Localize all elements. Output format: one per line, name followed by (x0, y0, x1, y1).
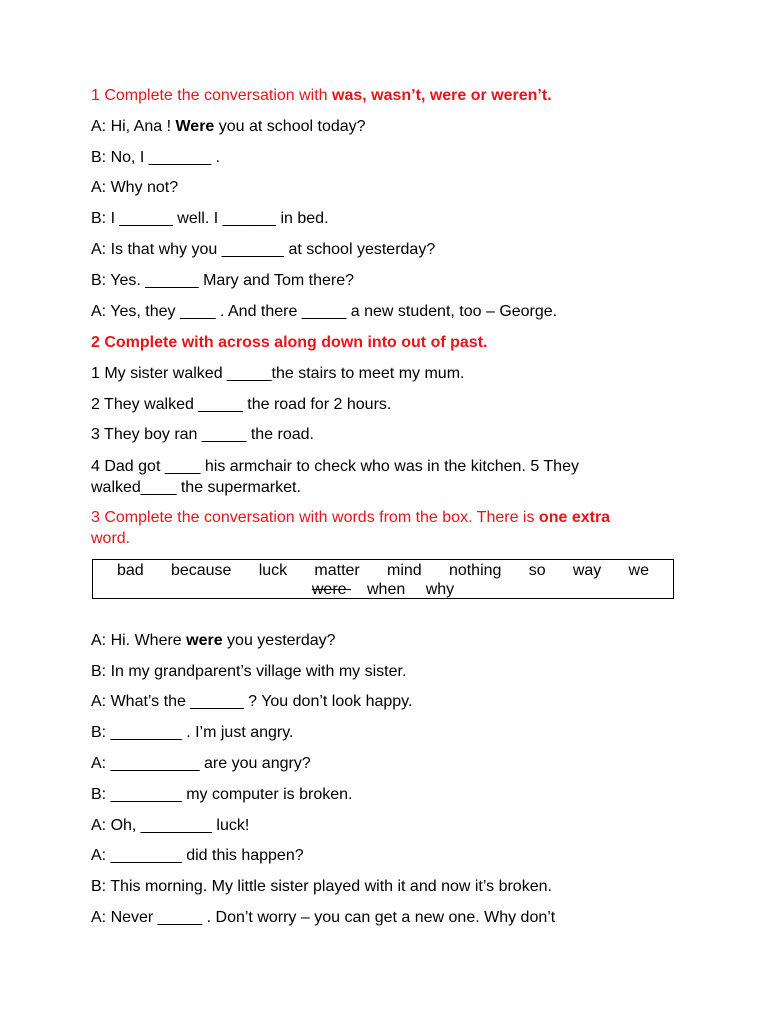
section3-line-7: A: Oh, ________ luck! (91, 817, 250, 834)
section3-heading-bold: one extra (538, 509, 611, 526)
word-box-item: why (425, 581, 455, 598)
section3-line-1-post: you yesterday? (222, 632, 336, 649)
section1-line-4: B: I ______ well. I ______ in bed. (91, 210, 329, 227)
section1-line-1-pre: A: Hi, Ana ! (91, 118, 176, 135)
section2-line-3: 3 They boy ran _____ the road. (91, 426, 314, 443)
section3-heading-post: word. (91, 530, 131, 547)
section2-line-4: 4 Dad got ____ his armchair to check who was in the kitchen. 5 They walked____ the supermarket. (91, 458, 579, 496)
section2-line-1: 1 My sister walked _____the stairs to meet my mum. (91, 365, 465, 382)
section1-line-7: A: Yes, they ____ . And there _____ a new student, too – George. (91, 303, 558, 320)
section3-line-5: A: __________ are you angry? (91, 755, 311, 772)
section1-line-3: A: Why not? (91, 179, 179, 196)
word-box-item-struck: were (311, 581, 351, 598)
section1-heading (91, 86, 552, 106)
word-box-item: luck (258, 562, 288, 579)
word-box (92, 559, 674, 599)
word-box-item: bad (117, 562, 144, 579)
section3-line-6: B: ________ my computer is broken. (91, 786, 353, 803)
section3-line-2: B: In my grandparent’s village with my sister. (91, 663, 407, 680)
section3-line-3: A: What’s the ______ ? You don’t look happy. (91, 693, 413, 710)
section1-line-1 (91, 117, 366, 137)
section1-heading-text: 1 Complete the conversation with (91, 87, 333, 104)
section3-line-1-bold: were (186, 632, 223, 649)
section3-line-9: B: This morning. My little sister played with it and now it’s broken. (91, 878, 552, 895)
section3-line-1-pre: A: Hi. Where (91, 632, 187, 649)
section3-line-1 (91, 631, 336, 651)
section3-line-10: A: Never _____ . Don’t worry – you can get a new one. Why don’t (91, 909, 556, 926)
section1-line-5: A: Is that why you _______ at school yesterday? (91, 241, 436, 258)
section2-heading: 2 Complete with across along down into out of past. (91, 334, 488, 351)
section1-heading-words: was, wasn’t, were or weren’t. (332, 87, 552, 104)
section3-line-4: B: ________ . I’m just angry. (91, 724, 294, 741)
section3-line-8: A: ________ did this happen? (91, 847, 304, 864)
section2-line-2: 2 They walked _____ the road for 2 hours. (91, 396, 392, 413)
word-box-item: so (528, 562, 546, 579)
section1-line-6: B: Yes. ______ Mary and Tom there? (91, 272, 354, 289)
word-box-item: we (628, 562, 649, 579)
section3-heading (91, 507, 651, 549)
word-box-item: matter (314, 562, 360, 579)
word-box-row-2 (93, 581, 673, 599)
word-box-item: way (572, 562, 602, 579)
section3-heading-text: 3 Complete the conversation with words from the box. There is (91, 509, 539, 526)
section1-line-2: B: No, I _______ . (91, 149, 220, 166)
word-box-item: because (170, 562, 232, 579)
section1-line-1-bold: Were (175, 118, 215, 135)
word-box-row-1 (117, 562, 649, 580)
word-box-item: mind (387, 562, 422, 579)
word-box-item: when (366, 581, 406, 598)
section1-line-1-post: you at school today? (214, 118, 366, 135)
word-box-item: nothing (448, 562, 502, 579)
